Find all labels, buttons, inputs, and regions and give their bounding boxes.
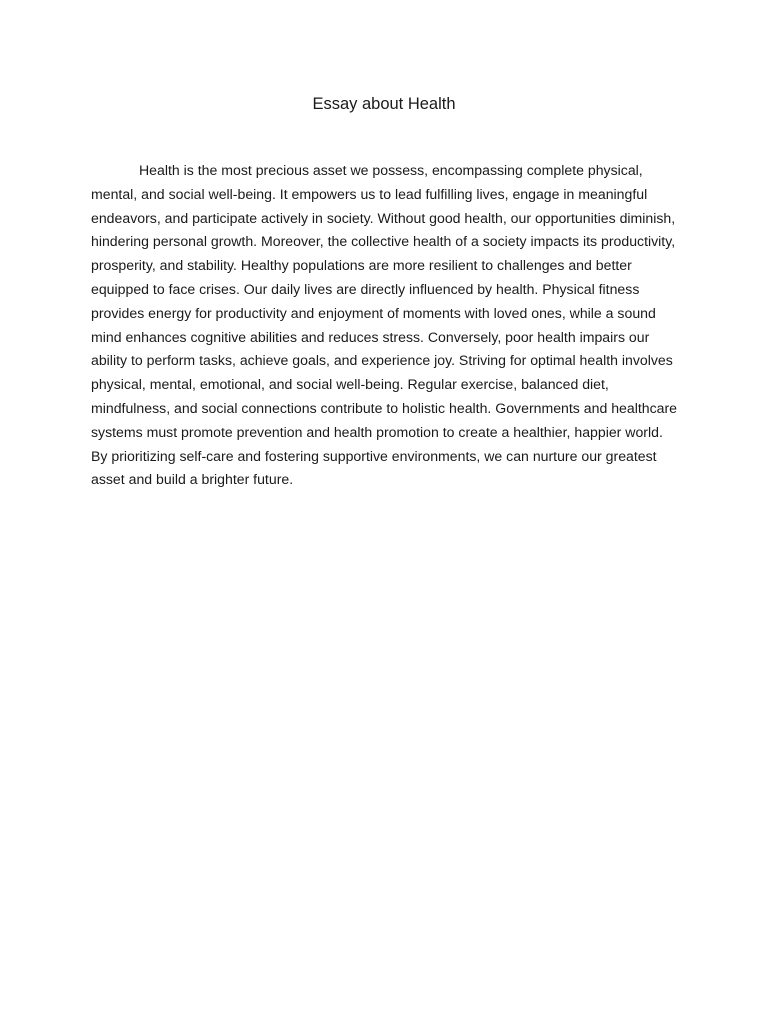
essay-paragraph: Health is the most precious asset we possess, encompassing complete physical, mental, and social well-being. It empowers us to lead fulfilling lives, engage in meaningful endeavors, and participate actively in society. Without good health, our opportunities diminish, hindering personal growth. Moreover, the collective health of a society impacts its productivity, prosperity, and stability. Healthy populations are more resilient to challenges and better equipped to face crises. Our daily lives are directly influenced by health. Physical fitness provides energy for productivity and enjoyment of moments with loved ones, while a sound mind enhances cognitive abilities and reduces stress. Conversely, poor health impairs our ability to perform tasks, achieve goals, and experience joy. Striving for optimal health involves physical, mental, emotional, and social well-being. Regular exercise, balanced diet, mindfulness, and social connections contribute to holistic health. Governments and healthcare systems must promote prevention and health promotion to create a healthier, happier world. By prioritizing self-care and fostering supportive environments, we can nurture our greatest asset and build a brighter future. bbox=[91, 162, 678, 488]
document-title: Essay about Health bbox=[312, 95, 456, 113]
